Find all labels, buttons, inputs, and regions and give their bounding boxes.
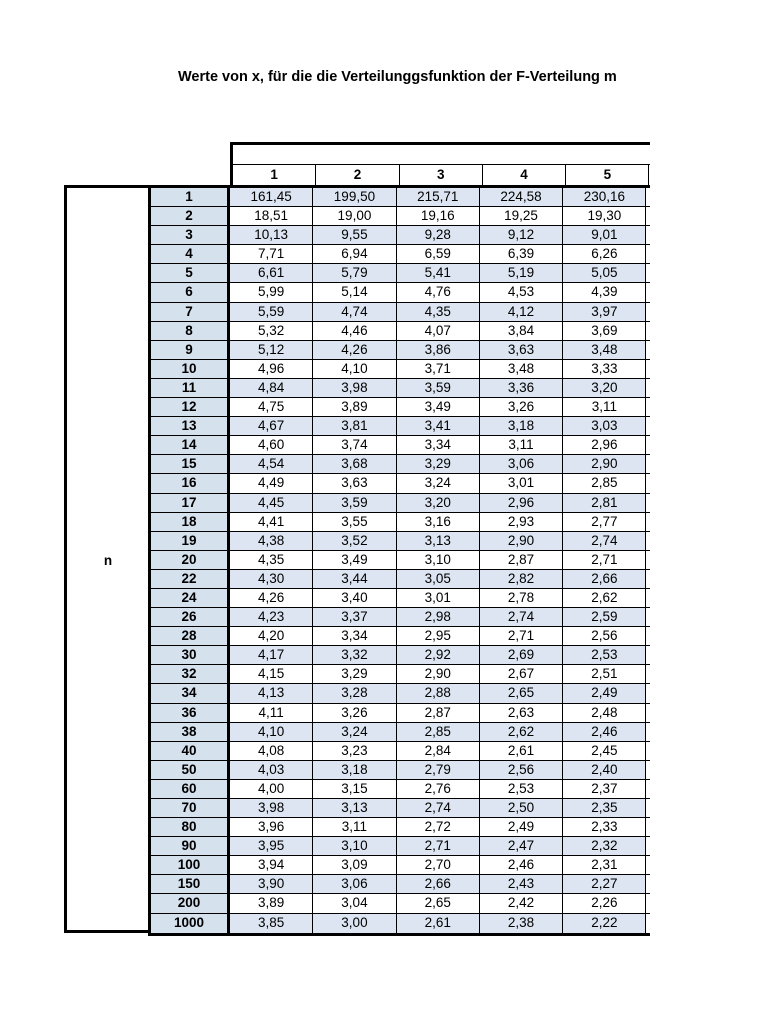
table-cell: 3,81	[313, 417, 396, 435]
table-cell: 2,51	[563, 665, 646, 683]
table-cell: 2,82	[480, 570, 563, 588]
table-cell: 4,46	[313, 322, 396, 340]
table-cell: 2,46	[480, 856, 563, 874]
table-cell: 2,62	[563, 589, 646, 607]
table-cell: 4,53	[480, 283, 563, 301]
table-cell: 2,85	[397, 723, 480, 741]
table-row	[151, 627, 650, 646]
row-header-n: 200	[151, 894, 230, 912]
table-cell: 3,24	[397, 474, 480, 492]
table-cell: 18,51	[230, 207, 313, 225]
table-cell: 199,50	[313, 188, 396, 206]
table-cell: 2,62	[480, 723, 563, 741]
table-row	[151, 513, 650, 532]
row-header-n: 22	[151, 570, 230, 588]
table-cell: 3,52	[313, 532, 396, 550]
table-cell: 2,71	[480, 627, 563, 645]
row-header-n: 36	[151, 704, 230, 722]
table-cell: 3,01	[397, 589, 480, 607]
table-cell: 3,01	[480, 474, 563, 492]
table-cell: 3,94	[230, 856, 313, 874]
table-cell: 4,20	[230, 627, 313, 645]
table-cell: 9,55	[313, 226, 396, 244]
row-header-n: 32	[151, 665, 230, 683]
row-header-n: 60	[151, 780, 230, 798]
table-cell: 3,98	[230, 799, 313, 817]
table-cell: 5,14	[313, 283, 396, 301]
table-cell: 3,09	[313, 856, 396, 874]
table-cell: 5,19	[480, 264, 563, 282]
row-header-n: 16	[151, 474, 230, 492]
table-cell: 3,16	[397, 513, 480, 531]
table-cell: 3,59	[397, 379, 480, 397]
table-cell: 2,48	[563, 704, 646, 722]
table-cell: 3,13	[313, 799, 396, 817]
column-header: 2	[316, 165, 399, 185]
table-cell: 4,26	[313, 341, 396, 359]
table-cell: 4,96	[230, 360, 313, 378]
table-cell: 4,74	[313, 303, 396, 321]
table-cell: 2,74	[480, 608, 563, 626]
row-header-n: 2	[151, 207, 230, 225]
table-cell: 3,89	[313, 398, 396, 416]
row-header-n: 90	[151, 837, 230, 855]
table-cell: 3,84	[480, 322, 563, 340]
table-row	[151, 780, 650, 799]
table-cell: 4,26	[230, 589, 313, 607]
table-cell: 3,04	[313, 894, 396, 912]
table-cell: 2,63	[480, 704, 563, 722]
table-cell: 3,18	[480, 417, 563, 435]
column-group-header	[230, 142, 650, 164]
row-header-n: 7	[151, 303, 230, 321]
table-row	[151, 665, 650, 684]
table-cell: 3,71	[397, 360, 480, 378]
table-cell: 3,33	[563, 360, 646, 378]
table-cell: 2,33	[563, 818, 646, 836]
table-cell: 6,59	[397, 245, 480, 263]
page-title: Werte von x, für die die Verteilunggsfunktion der F-Verteilung m	[178, 69, 617, 85]
table-cell: 4,54	[230, 455, 313, 473]
row-header-n: 17	[151, 494, 230, 512]
table-cell: 2,56	[480, 761, 563, 779]
table-cell: 5,32	[230, 322, 313, 340]
table-row	[151, 494, 650, 513]
row-header-n: 11	[151, 379, 230, 397]
table-row	[151, 799, 650, 818]
table-row	[151, 188, 650, 207]
table-cell: 3,48	[480, 360, 563, 378]
row-header-n: 30	[151, 646, 230, 664]
table-row	[151, 761, 650, 780]
column-header: 1	[233, 165, 316, 185]
table-cell: 4,15	[230, 665, 313, 683]
table-row	[151, 532, 650, 551]
table-cell: 2,90	[563, 455, 646, 473]
table-cell: 3,41	[397, 417, 480, 435]
table-cell: 2,59	[563, 608, 646, 626]
table-cell: 4,35	[397, 303, 480, 321]
table-cell: 4,10	[313, 360, 396, 378]
table-cell: 2,49	[480, 818, 563, 836]
table-cell: 4,41	[230, 513, 313, 531]
table-cell: 3,34	[313, 627, 396, 645]
table-cell: 3,97	[563, 303, 646, 321]
table-cell: 3,23	[313, 742, 396, 760]
table-row	[151, 474, 650, 493]
table-cell: 5,99	[230, 283, 313, 301]
table-cell: 2,88	[397, 684, 480, 702]
table-row	[151, 303, 650, 322]
table-cell: 3,05	[397, 570, 480, 588]
table-cell: 4,60	[230, 436, 313, 454]
table-cell: 2,96	[563, 436, 646, 454]
table-row	[151, 379, 650, 398]
table-cell: 2,90	[480, 532, 563, 550]
table-row	[151, 207, 650, 226]
table-cell: 4,11	[230, 704, 313, 722]
table-cell: 4,08	[230, 742, 313, 760]
table-cell: 3,89	[230, 894, 313, 912]
table-cell: 4,03	[230, 761, 313, 779]
table-cell: 19,25	[480, 207, 563, 225]
table-row	[151, 914, 650, 933]
table-cell: 3,44	[313, 570, 396, 588]
table-cell: 4,49	[230, 474, 313, 492]
table-cell: 6,39	[480, 245, 563, 263]
table-cell: 2,61	[480, 742, 563, 760]
column-header: 4	[483, 165, 566, 185]
table-cell: 3,55	[313, 513, 396, 531]
table-cell: 2,43	[480, 875, 563, 893]
table-cell: 2,37	[563, 780, 646, 798]
table-cell: 2,69	[480, 646, 563, 664]
table-cell: 2,45	[563, 742, 646, 760]
table-cell: 9,12	[480, 226, 563, 244]
row-header-n: 1	[151, 188, 230, 206]
table-cell: 4,00	[230, 780, 313, 798]
table-cell: 4,17	[230, 646, 313, 664]
table-cell: 3,96	[230, 818, 313, 836]
row-header-n: 80	[151, 818, 230, 836]
table-cell: 3,74	[313, 436, 396, 454]
row-header-n: 100	[151, 856, 230, 874]
table-cell: 3,63	[480, 341, 563, 359]
row-header-n: 10	[151, 360, 230, 378]
table-cell: 2,71	[397, 837, 480, 855]
table-row	[151, 856, 650, 875]
table-cell: 19,00	[313, 207, 396, 225]
table-cell: 7,71	[230, 245, 313, 263]
table-cell: 3,00	[313, 914, 396, 933]
table-cell: 5,41	[397, 264, 480, 282]
table-cell: 2,78	[480, 589, 563, 607]
table-cell: 6,26	[563, 245, 646, 263]
table-cell: 5,05	[563, 264, 646, 282]
table-cell: 4,10	[230, 723, 313, 741]
row-header-n: 14	[151, 436, 230, 454]
table-cell: 2,65	[480, 684, 563, 702]
table-cell: 2,81	[563, 494, 646, 512]
row-header-n: 5	[151, 264, 230, 282]
table-cell: 3,49	[397, 398, 480, 416]
table-cell: 2,92	[397, 646, 480, 664]
table-cell: 19,16	[397, 207, 480, 225]
table-cell: 2,65	[397, 894, 480, 912]
row-header-n: 9	[151, 341, 230, 359]
table-cell: 2,61	[397, 914, 480, 933]
table-cell: 10,13	[230, 226, 313, 244]
table-cell: 3,11	[313, 818, 396, 836]
table-cell: 2,26	[563, 894, 646, 912]
table-row	[151, 455, 650, 474]
table-cell: 4,76	[397, 283, 480, 301]
table-row	[151, 360, 650, 379]
column-header: 5	[566, 165, 649, 185]
table-cell: 6,61	[230, 264, 313, 282]
table-cell: 3,18	[313, 761, 396, 779]
table-row	[151, 283, 650, 302]
table-cell: 4,30	[230, 570, 313, 588]
table-cell: 3,37	[313, 608, 396, 626]
table-cell: 2,74	[397, 799, 480, 817]
table-cell: 2,66	[563, 570, 646, 588]
row-header-n: 150	[151, 875, 230, 893]
table-row	[151, 742, 650, 761]
table-cell: 2,22	[563, 914, 646, 933]
table-cell: 9,28	[397, 226, 480, 244]
table-row	[151, 684, 650, 703]
table-cell: 3,15	[313, 780, 396, 798]
table-row	[151, 551, 650, 570]
row-header-n: 19	[151, 532, 230, 550]
table-cell: 2,87	[480, 551, 563, 569]
table-cell: 2,35	[563, 799, 646, 817]
table-cell: 3,90	[230, 875, 313, 893]
row-header-n: 15	[151, 455, 230, 473]
table-cell: 2,40	[563, 761, 646, 779]
table-cell: 2,79	[397, 761, 480, 779]
table-row	[151, 818, 650, 837]
table-cell: 2,98	[397, 608, 480, 626]
table-cell: 2,47	[480, 837, 563, 855]
table-cell: 3,49	[313, 551, 396, 569]
row-header-n: 38	[151, 723, 230, 741]
table-row	[151, 608, 650, 627]
table-cell: 2,84	[397, 742, 480, 760]
table-row	[151, 570, 650, 589]
table-cell: 3,86	[397, 341, 480, 359]
row-header-n: 18	[151, 513, 230, 531]
table-cell: 3,63	[313, 474, 396, 492]
row-axis-box	[64, 185, 149, 933]
table-cell: 3,11	[480, 436, 563, 454]
table-cell: 2,95	[397, 627, 480, 645]
table-cell: 5,79	[313, 264, 396, 282]
table-row	[151, 417, 650, 436]
table-row	[151, 894, 650, 913]
table-cell: 5,59	[230, 303, 313, 321]
row-header-n: 20	[151, 551, 230, 569]
table-cell: 4,39	[563, 283, 646, 301]
table-cell: 3,10	[397, 551, 480, 569]
table-cell: 3,40	[313, 589, 396, 607]
row-header-n: 24	[151, 589, 230, 607]
table-cell: 3,85	[230, 914, 313, 933]
table-cell: 215,71	[397, 188, 480, 206]
table-cell: 3,28	[313, 684, 396, 702]
table-cell: 4,67	[230, 417, 313, 435]
table-cell: 2,72	[397, 818, 480, 836]
table-cell: 2,67	[480, 665, 563, 683]
table-cell: 2,93	[480, 513, 563, 531]
table-cell: 2,49	[563, 684, 646, 702]
table-row	[151, 589, 650, 608]
table-cell: 2,38	[480, 914, 563, 933]
table-row	[151, 322, 650, 341]
table-cell: 3,13	[397, 532, 480, 550]
table-cell: 2,46	[563, 723, 646, 741]
row-axis-label: n	[103, 553, 113, 568]
row-header-n: 6	[151, 283, 230, 301]
table-row	[151, 875, 650, 894]
table-cell: 2,27	[563, 875, 646, 893]
table-cell: 161,45	[230, 188, 313, 206]
table-cell: 2,50	[480, 799, 563, 817]
table-cell: 3,32	[313, 646, 396, 664]
table-cell: 4,07	[397, 322, 480, 340]
table-row	[151, 837, 650, 856]
table-cell: 2,87	[397, 704, 480, 722]
table-cell: 2,31	[563, 856, 646, 874]
row-header-n: 50	[151, 761, 230, 779]
table-row	[151, 341, 650, 360]
table-cell: 19,30	[563, 207, 646, 225]
row-header-n: 13	[151, 417, 230, 435]
table-cell: 6,94	[313, 245, 396, 263]
table-cell: 3,68	[313, 455, 396, 473]
table-cell: 4,38	[230, 532, 313, 550]
table-cell: 2,85	[563, 474, 646, 492]
row-header-n: 1000	[151, 914, 230, 933]
row-header-n: 4	[151, 245, 230, 263]
table-cell: 3,34	[397, 436, 480, 454]
row-header-n: 26	[151, 608, 230, 626]
table-cell: 2,76	[397, 780, 480, 798]
column-header-row	[230, 164, 650, 185]
table-body	[148, 185, 650, 936]
table-cell: 4,13	[230, 684, 313, 702]
table-cell: 2,96	[480, 494, 563, 512]
table-cell: 224,58	[480, 188, 563, 206]
table-cell: 3,29	[313, 665, 396, 683]
table-cell: 3,06	[480, 455, 563, 473]
table-cell: 4,23	[230, 608, 313, 626]
table-cell: 3,95	[230, 837, 313, 855]
table-row	[151, 646, 650, 665]
table-cell: 2,53	[480, 780, 563, 798]
table-cell: 2,42	[480, 894, 563, 912]
table-row	[151, 245, 650, 264]
table-cell: 2,32	[563, 837, 646, 855]
table-cell: 3,26	[480, 398, 563, 416]
table-row	[151, 723, 650, 742]
table-cell: 3,10	[313, 837, 396, 855]
table-cell: 2,53	[563, 646, 646, 664]
table-cell: 4,84	[230, 379, 313, 397]
row-header-n: 12	[151, 398, 230, 416]
table-row	[151, 264, 650, 283]
table-row	[151, 226, 650, 245]
table-cell: 2,71	[563, 551, 646, 569]
table-cell: 3,03	[563, 417, 646, 435]
table-row	[151, 436, 650, 455]
table-cell: 2,90	[397, 665, 480, 683]
table-cell: 3,98	[313, 379, 396, 397]
table-cell: 3,48	[563, 341, 646, 359]
table-row	[151, 398, 650, 417]
table-cell: 5,12	[230, 341, 313, 359]
table-cell: 230,16	[563, 188, 646, 206]
table-cell: 3,29	[397, 455, 480, 473]
row-header-n: 3	[151, 226, 230, 244]
table-cell: 2,70	[397, 856, 480, 874]
table-cell: 2,77	[563, 513, 646, 531]
table-cell: 3,26	[313, 704, 396, 722]
table-cell: 9,01	[563, 226, 646, 244]
table-cell: 4,75	[230, 398, 313, 416]
table-cell: 3,06	[313, 875, 396, 893]
table-cell: 3,20	[397, 494, 480, 512]
table-cell: 3,69	[563, 322, 646, 340]
table-cell: 4,35	[230, 551, 313, 569]
row-header-n: 34	[151, 684, 230, 702]
table-cell: 2,66	[397, 875, 480, 893]
row-header-n: 28	[151, 627, 230, 645]
table-cell: 3,11	[563, 398, 646, 416]
table-cell: 3,36	[480, 379, 563, 397]
table-cell: 3,59	[313, 494, 396, 512]
table-cell: 3,24	[313, 723, 396, 741]
column-header: 3	[400, 165, 483, 185]
table-cell: 4,45	[230, 494, 313, 512]
table-cell: 4,12	[480, 303, 563, 321]
row-header-n: 70	[151, 799, 230, 817]
row-header-n: 40	[151, 742, 230, 760]
row-header-n: 8	[151, 322, 230, 340]
table-cell: 2,74	[563, 532, 646, 550]
table-cell: 2,56	[563, 627, 646, 645]
table-row	[151, 704, 650, 723]
table-cell: 3,20	[563, 379, 646, 397]
